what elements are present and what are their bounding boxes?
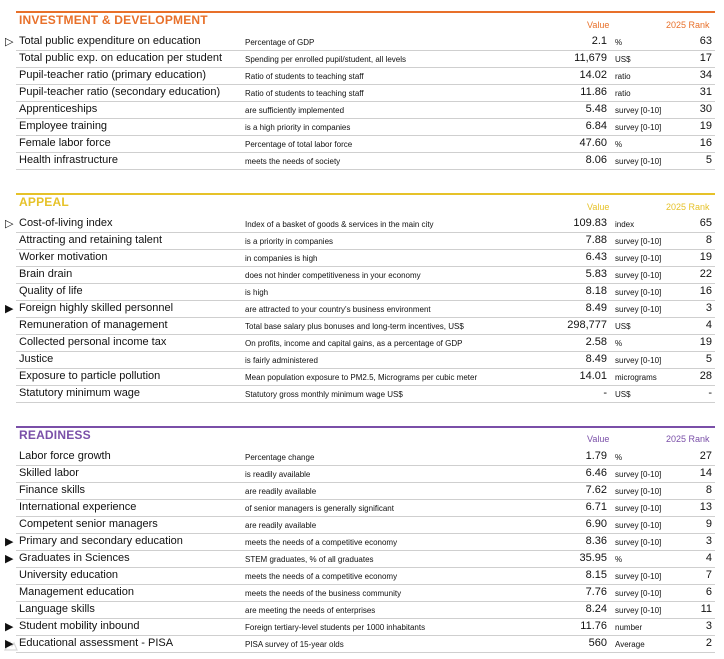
indicator-rank: 7 <box>705 569 712 581</box>
indicator-value: 35.95 <box>579 552 607 564</box>
indicator-rank: 34 <box>699 69 712 81</box>
indicator-rank: 2 <box>705 637 712 649</box>
section-rule <box>16 193 715 195</box>
indicator-value: 7.76 <box>585 586 607 598</box>
table-row <box>16 335 715 352</box>
appeal-section <box>16 193 715 403</box>
indicator-rank: 3 <box>705 620 712 632</box>
indicator-rank: 27 <box>699 450 712 462</box>
indicator-label: Justice <box>19 353 54 365</box>
indicator-value: 560 <box>588 637 607 649</box>
table-row <box>16 216 715 233</box>
rank-column-header: 2025 Rank <box>666 434 710 444</box>
indicator-unit: index <box>615 220 635 229</box>
indicator-label: Pupil-teacher ratio (primary education) <box>19 69 207 81</box>
table-row <box>16 267 715 284</box>
indicator-description: Ratio of students to teaching staff <box>245 72 364 81</box>
indicator-rows <box>16 449 715 653</box>
indicator-description: is a priority in companies <box>245 237 334 246</box>
table-row <box>16 551 715 568</box>
indicator-label: Labor force growth <box>19 450 111 462</box>
indicator-unit: US$ <box>615 390 631 399</box>
indicator-label: Quality of life <box>19 285 83 297</box>
indicator-description: in companies is high <box>245 254 318 263</box>
indicator-label: Competent senior managers <box>19 518 158 530</box>
indicator-rank: 6 <box>705 586 712 598</box>
indicator-unit: % <box>615 339 623 348</box>
indicator-value: 1.79 <box>585 450 607 462</box>
indicator-label: Primary and secondary education <box>19 535 183 547</box>
indicator-description: Total base salary plus bonuses and long-term incentives, US$ <box>245 322 464 331</box>
table-row <box>16 102 715 119</box>
indicator-label: Pupil-teacher ratio (secondary education) <box>19 86 221 98</box>
indicator-label: Educational assessment - PISA <box>19 637 174 649</box>
indicator-rank: 5 <box>705 154 712 166</box>
indicator-unit: micrograms <box>615 373 657 382</box>
indicator-rows <box>16 34 715 170</box>
indicator-label: Student mobility inbound <box>19 620 140 632</box>
filled-triangle-icon: ▶ <box>5 621 14 633</box>
indicator-label: Worker motivation <box>19 251 108 263</box>
indicator-label: Apprenticeships <box>19 103 98 115</box>
table-row <box>16 301 715 318</box>
indicator-label: Language skills <box>19 603 95 615</box>
indicator-description: meets the needs of a competitive economy <box>245 572 398 581</box>
indicator-unit: survey [0-10] <box>615 487 662 496</box>
investment-development-section <box>16 11 715 171</box>
indicator-description: meets the needs of society <box>245 157 341 166</box>
indicator-value: 47.60 <box>579 137 607 149</box>
indicator-rows <box>16 216 715 403</box>
indicator-unit: survey [0-10] <box>615 237 662 246</box>
indicator-rank: - <box>708 387 712 399</box>
indicator-description: meets the needs of the business community <box>245 589 402 598</box>
indicator-rank: 4 <box>705 319 712 331</box>
value-column-header: Value <box>587 434 610 444</box>
indicator-rank: 19 <box>699 336 712 348</box>
value-column-header: Value <box>587 20 610 30</box>
indicator-value: 6.43 <box>585 251 607 263</box>
rank-column-header: 2025 Rank <box>666 202 710 212</box>
filled-triangle-icon: ▶ <box>5 553 14 565</box>
indicator-value: 8.24 <box>585 603 607 615</box>
indicator-rank: 5 <box>705 353 712 365</box>
indicator-description: PISA survey of 15-year olds <box>245 640 344 649</box>
indicator-unit: survey [0-10] <box>615 572 662 581</box>
indicator-description: Mean population exposure to PM2.5, Micrograms per cubic meter <box>245 373 478 382</box>
indicator-description: is readily available <box>245 470 311 479</box>
indicator-unit: survey [0-10] <box>615 521 662 530</box>
indicator-description: Spending per enrolled pupil/student, all levels <box>245 55 406 64</box>
table-row <box>16 483 715 500</box>
indicator-description: are readily available <box>245 487 317 496</box>
indicator-unit: survey [0-10] <box>615 254 662 263</box>
indicator-description: Ratio of students to teaching staff <box>245 89 364 98</box>
indicator-value: 2.58 <box>585 336 607 348</box>
indicator-rank: 16 <box>699 137 712 149</box>
indicator-rank: 19 <box>699 120 712 132</box>
indicator-unit: survey [0-10] <box>615 356 662 365</box>
indicator-label: Management education <box>19 586 134 598</box>
indicator-unit: % <box>615 140 623 149</box>
indicator-label: Finance skills <box>19 484 86 496</box>
section-title: APPEAL <box>19 195 69 209</box>
table-row <box>16 500 715 517</box>
indicator-value: 8.36 <box>585 535 607 547</box>
indicator-rank: 63 <box>699 35 712 47</box>
indicator-value: 6.71 <box>585 501 607 513</box>
indicator-label: Skilled labor <box>19 467 79 479</box>
table-row <box>16 153 715 170</box>
filled-triangle-icon: ▶ <box>5 536 14 548</box>
indicator-value: 2.1 <box>591 35 607 47</box>
table-row <box>16 636 715 653</box>
indicator-unit: US$ <box>615 55 631 64</box>
indicator-description: does not hinder competitiveness in your economy <box>245 271 421 280</box>
indicator-value: 109.83 <box>573 217 607 229</box>
indicator-value: 14.01 <box>579 370 607 382</box>
indicator-rank: 9 <box>705 518 712 530</box>
indicator-value: 6.84 <box>585 120 607 132</box>
indicator-value: 6.90 <box>585 518 607 530</box>
indicator-value: 11.76 <box>580 620 607 632</box>
indicator-rank: 28 <box>699 370 712 382</box>
indicator-unit: survey [0-10] <box>615 504 662 513</box>
indicator-value: 11,679 <box>574 52 607 64</box>
indicator-label: University education <box>19 569 119 581</box>
indicator-value: 8.49 <box>585 302 607 314</box>
indicator-label: Graduates in Sciences <box>19 552 130 564</box>
indicator-description: are readily available <box>245 521 317 530</box>
table-row <box>16 585 715 602</box>
indicator-description: are meeting the needs of enterprises <box>245 606 376 615</box>
table-row <box>16 352 715 369</box>
indicator-description: Statutory gross monthly minimum wage US$ <box>245 390 403 399</box>
filled-triangle-icon: ▶ <box>5 638 14 650</box>
indicator-value: 8.15 <box>585 569 607 581</box>
indicator-description: Percentage of total labor force <box>245 140 353 149</box>
indicator-label: Health infrastructure <box>19 154 119 166</box>
indicator-unit: % <box>615 555 623 564</box>
indicator-unit: survey [0-10] <box>615 470 662 479</box>
indicator-rank: 19 <box>699 251 712 263</box>
section-title: READINESS <box>19 428 91 442</box>
indicator-label: Total public expenditure on education <box>19 35 201 47</box>
indicator-rank: 8 <box>705 234 712 246</box>
indicator-description: is a high priority in companies <box>245 123 351 132</box>
section-rule <box>16 426 715 428</box>
indicator-label: Brain drain <box>19 268 73 280</box>
table-row <box>16 51 715 68</box>
indicator-value: 11.86 <box>580 86 607 98</box>
indicator-label: Total public exp. on education per student <box>19 52 223 64</box>
indicator-label: Statutory minimum wage <box>19 387 141 399</box>
table-row <box>16 250 715 267</box>
table-row <box>16 534 715 551</box>
indicator-unit: survey [0-10] <box>615 538 662 547</box>
section-title: INVESTMENT & DEVELOPMENT <box>19 13 208 27</box>
indicator-rank: 3 <box>705 535 712 547</box>
table-row <box>16 568 715 585</box>
indicator-description: meets the needs of a competitive economy <box>245 538 398 547</box>
rank-column-header: 2025 Rank <box>666 20 710 30</box>
indicator-unit: US$ <box>615 322 631 331</box>
table-row <box>16 619 715 636</box>
table-row <box>16 386 715 403</box>
indicator-rank: 16 <box>699 285 712 297</box>
indicator-label: Exposure to particle pollution <box>19 370 161 382</box>
table-row <box>16 68 715 85</box>
indicator-unit: survey [0-10] <box>615 123 662 132</box>
indicator-label: Female labor force <box>19 137 111 149</box>
indicator-label: International experience <box>19 501 137 513</box>
indicator-label: Foreign highly skilled personnel <box>19 302 174 314</box>
table-row <box>16 449 715 466</box>
table-row <box>16 517 715 534</box>
readiness-section <box>16 426 715 656</box>
indicator-rank: 11 <box>700 603 712 615</box>
indicator-label: Collected personal income tax <box>19 336 167 348</box>
indicator-description: of senior managers is generally significant <box>245 504 394 513</box>
indicator-value: 14.02 <box>579 69 607 81</box>
indicator-unit: survey [0-10] <box>615 288 662 297</box>
indicator-value: 8.18 <box>585 285 607 297</box>
indicator-unit: % <box>615 453 623 462</box>
indicator-unit: ratio <box>615 89 631 98</box>
indicator-description: is high <box>245 288 269 297</box>
table-row <box>16 85 715 102</box>
table-row <box>16 466 715 483</box>
indicator-label: Cost-of-living index <box>19 217 113 229</box>
indicator-rank: 17 <box>699 52 712 64</box>
indicator-rank: 65 <box>699 217 712 229</box>
indicator-unit: Average <box>615 640 645 649</box>
indicator-unit: survey [0-10] <box>615 106 662 115</box>
indicator-description: Foreign tertiary-level students per 1000 inhabitants <box>245 623 426 632</box>
table-row <box>16 318 715 335</box>
indicator-description: is fairly administered <box>245 356 318 365</box>
table-row <box>16 602 715 619</box>
indicator-description: are sufficiently implemented <box>245 106 345 115</box>
indicator-rank: 22 <box>699 268 712 280</box>
indicator-value: 5.83 <box>585 268 607 280</box>
indicator-value: 5.48 <box>585 103 607 115</box>
indicator-value: 7.88 <box>585 234 607 246</box>
table-row <box>16 119 715 136</box>
indicator-description: Percentage change <box>245 453 315 462</box>
indicator-rank: 14 <box>699 467 712 479</box>
indicator-label: Remuneration of management <box>19 319 168 331</box>
filled-triangle-icon: ▶ <box>5 303 14 315</box>
indicator-value: - <box>603 387 607 399</box>
value-column-header: Value <box>587 202 610 212</box>
indicator-unit: number <box>615 623 643 632</box>
table-row <box>16 233 715 250</box>
indicator-value: 8.06 <box>585 154 607 166</box>
indicator-value: 8.49 <box>585 353 607 365</box>
indicator-description: On profits, income and capital gains, as a percentage of GDP <box>245 339 463 348</box>
indicator-rank: 13 <box>699 501 712 513</box>
outline-triangle-icon: ▷ <box>5 218 14 230</box>
indicator-label: Attracting and retaining talent <box>19 234 163 246</box>
table-row <box>16 369 715 386</box>
indicator-rank: 3 <box>705 302 712 314</box>
indicator-unit: ratio <box>615 72 631 81</box>
indicator-unit: survey [0-10] <box>615 305 662 314</box>
indicator-rank: 31 <box>699 86 712 98</box>
indicator-unit: survey [0-10] <box>615 606 662 615</box>
indicator-unit: survey [0-10] <box>615 157 662 166</box>
table-row <box>16 34 715 51</box>
indicator-description: STEM graduates, % of all graduates <box>245 555 374 564</box>
indicator-value: 298,777 <box>567 319 607 331</box>
indicator-description: are attracted to your country's business environment <box>245 305 431 314</box>
indicator-value: 6.46 <box>585 467 607 479</box>
indicator-value: 7.62 <box>585 484 607 496</box>
indicator-rank: 8 <box>705 484 712 496</box>
indicator-description: Percentage of GDP <box>245 38 315 47</box>
indicator-description: Index of a basket of goods & services in the main city <box>245 220 434 229</box>
table-row <box>16 284 715 301</box>
indicator-unit: survey [0-10] <box>615 589 662 598</box>
indicator-rank: 4 <box>705 552 712 564</box>
indicator-rank: 30 <box>699 103 712 115</box>
indicator-unit: survey [0-10] <box>615 271 662 280</box>
table-row <box>16 136 715 153</box>
outline-triangle-icon: ▷ <box>5 36 14 48</box>
indicator-unit: % <box>615 38 623 47</box>
indicator-label: Employee training <box>19 120 108 132</box>
